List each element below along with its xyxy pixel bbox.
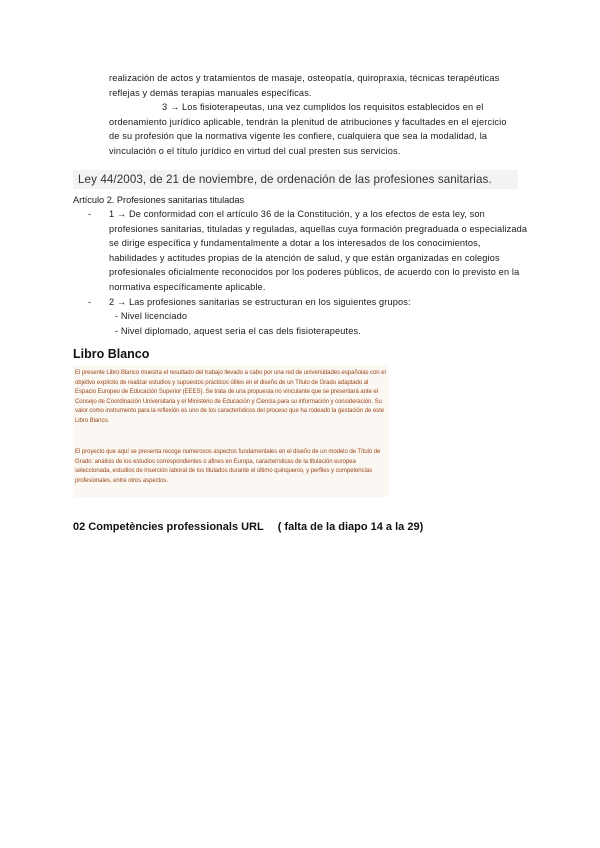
ley-title: Ley 44/2003, de 21 de noviembre, de ordenación de las profesiones sanitarias.	[78, 173, 492, 186]
libro-blanco-image	[73, 365, 389, 497]
list-item-text: 2 → Las profesiones sanitarias se estructuran en los siguientes grupos:	[109, 296, 411, 307]
list-item	[88, 295, 528, 310]
competencies-heading	[73, 520, 423, 535]
list-item-text: 1 → De conformidad con el artículo 36 de la Constitución, y a los efectos de esta ley, son profesiones sanitarias, tituladas y reguladas, aquellas cuya formación pregraduada o especializada se dirige específica y fundamentalmente a dotar a los interesados de los conocimientos, habilidades y actitudes propias de la atención de salud, y que están organizadas en colegios profesionales oficialmente reconocidos por los poderes públicos, de acuerdo con lo previsto en la normativa específicamente aplicable.	[109, 209, 528, 292]
intro-section	[109, 71, 509, 159]
libro-paragraph: El proyecto que aquí se presenta recoge numerosos aspectos fundamentales en el diseño de un modelo de Título de Grado: análisis de los estudios correspondientes o afines en Europa, características de la titulación europea seleccionada, estudios de inserción laboral de los titulados durante el último quinquenio, y perfiles y competencias profesionales, entre otros aspectos.	[75, 448, 381, 484]
competencies-title: 02 Competències professionals URL	[73, 521, 264, 533]
libro-blanco-heading: Libro Blanco	[73, 347, 150, 361]
competencies-note: ( falta de la diapo 14 a la 29)	[277, 521, 424, 533]
list-dash: -	[88, 209, 92, 219]
ley-list	[88, 207, 528, 338]
sub-item: - Nivel diplomado, aquest seria el cas dels fisioterapeutes.	[115, 325, 361, 336]
point-3-paragraph: 3 → Los fisioterapeutas, una vez cumplidos los requisitos establecidos en el ordenamiento jurídico aplicable, tendrán la plenitud de atribuciones y facultades en el ejercicio de su profesión que la normativa vigente les confiere, cualquiera que sea la modalidad, la vinculación o el título jurídico en virtud del cual presten sus servicios.	[109, 102, 507, 156]
libro-paragraph: El presente Libro Blanco muestra el resultado del trabajo llevado a cabo por una red de universidades españolas con el objetivo explícito de realizar estudios y supuestos prácticos útiles en el diseño de un Título de Grado adaptado al Espacio Europeo de Educación Superior (EEES). Se trata de una propuesta no vinculante que se presentará ante el Consejo de Coordinación Universitaria y el Ministerio de Educación y Ciencia para su información y consideración. Su valor como instrumento para la reflexión es uno de los característicos del proceso que ha rodeado la gestación de este Libro Blanco.	[75, 369, 386, 424]
sub-item: - Nivel licenciado	[115, 311, 188, 322]
list-dash: -	[88, 296, 92, 307]
list-item	[88, 207, 528, 295]
intro-line: realización de actos y tratamientos de masaje, osteopatía, quiropraxia, técnicas terapéuticas reflejas y demás terapias manuales específicas.	[109, 73, 500, 98]
articulo-heading: Artículo 2. Profesiones sanitarias tituladas	[73, 195, 245, 205]
